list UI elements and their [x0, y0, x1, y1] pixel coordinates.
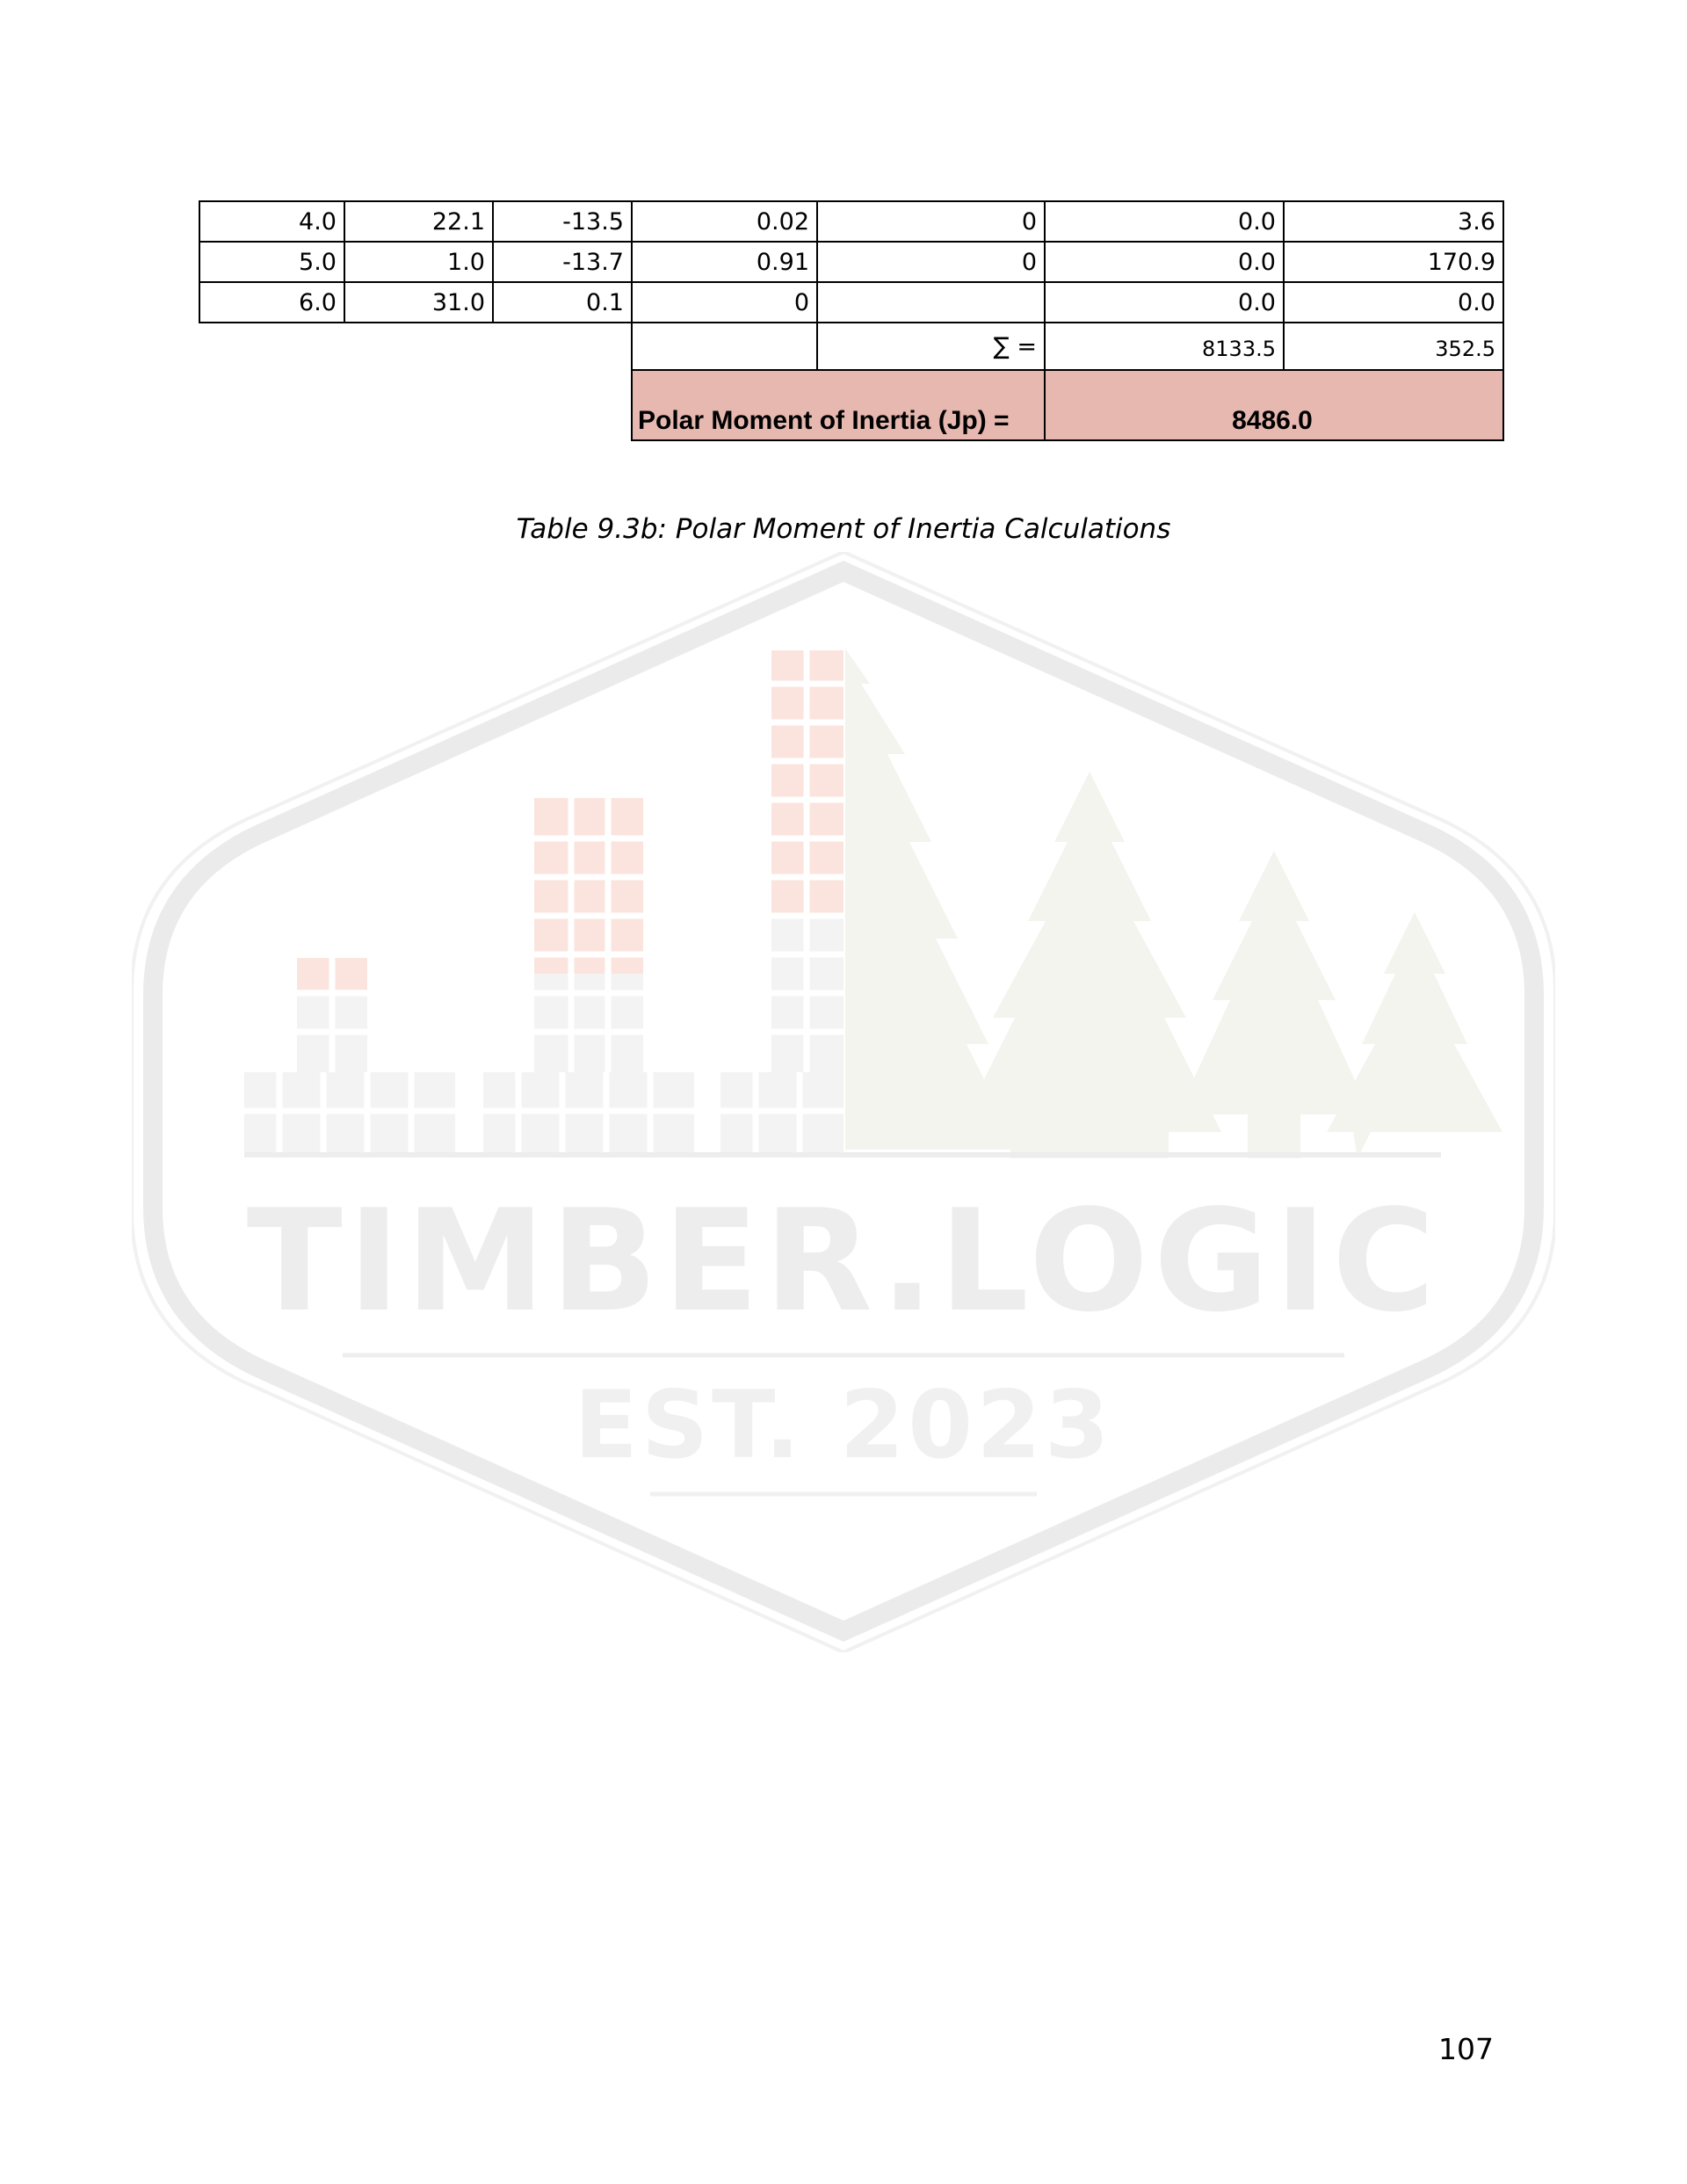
table-cell: 0.0 [1045, 242, 1284, 282]
page-number: 107 [1438, 2032, 1494, 2066]
jp-label: Polar Moment of Inertia (Jp) = [632, 370, 1045, 440]
timber-logic-watermark-logo [132, 552, 1555, 1652]
table-cell: 1.0 [344, 242, 493, 282]
blank-cell [344, 323, 493, 370]
sum-label: ∑ = [817, 323, 1045, 370]
sum-value: 8133.5 [1045, 323, 1284, 370]
polar-moment-table [199, 200, 1504, 441]
table-cell: 0 [632, 282, 817, 323]
blank-cell [199, 323, 344, 370]
table-row [199, 242, 1503, 282]
table-cell: -13.5 [493, 201, 632, 242]
table-cell: 0.0 [1284, 282, 1503, 323]
table-caption: Table 9.3b: Polar Moment of Inertia Calculations [516, 513, 1171, 545]
table-cell: 0 [817, 201, 1045, 242]
table-cell: 0.02 [632, 201, 817, 242]
table-cell: 22.1 [344, 201, 493, 242]
blank-cell [493, 323, 632, 370]
table-cell: 6.0 [199, 282, 344, 323]
blank-cell [493, 370, 632, 440]
table-row [199, 201, 1503, 242]
table-cell: 5.0 [199, 242, 344, 282]
jp-value: 8486.0 [1045, 370, 1503, 440]
table-cell: 0.0 [1045, 282, 1284, 323]
jp-row [199, 370, 1503, 440]
table-cell: 31.0 [344, 282, 493, 323]
established-year: EST. 2023 [574, 1371, 1113, 1479]
table-cell: 0.1 [493, 282, 632, 323]
table-cell: 0.91 [632, 242, 817, 282]
table-cell [817, 282, 1045, 323]
blank-cell [344, 370, 493, 440]
table-cell: -13.7 [493, 242, 632, 282]
building-grid-icon [244, 650, 844, 1153]
table-cell: 4.0 [199, 201, 344, 242]
blank-cell [199, 370, 344, 440]
sum-row [199, 323, 1503, 370]
empty-cell [632, 323, 817, 370]
table-cell: 3.6 [1284, 201, 1503, 242]
table-row [199, 282, 1503, 323]
table-cell: 0.0 [1045, 201, 1284, 242]
table-cell: 170.9 [1284, 242, 1503, 282]
table-cell: 0 [817, 242, 1045, 282]
brand-wordmark: TIMBER.LOGIC [246, 1179, 1441, 1343]
sum-value: 352.5 [1284, 323, 1503, 370]
